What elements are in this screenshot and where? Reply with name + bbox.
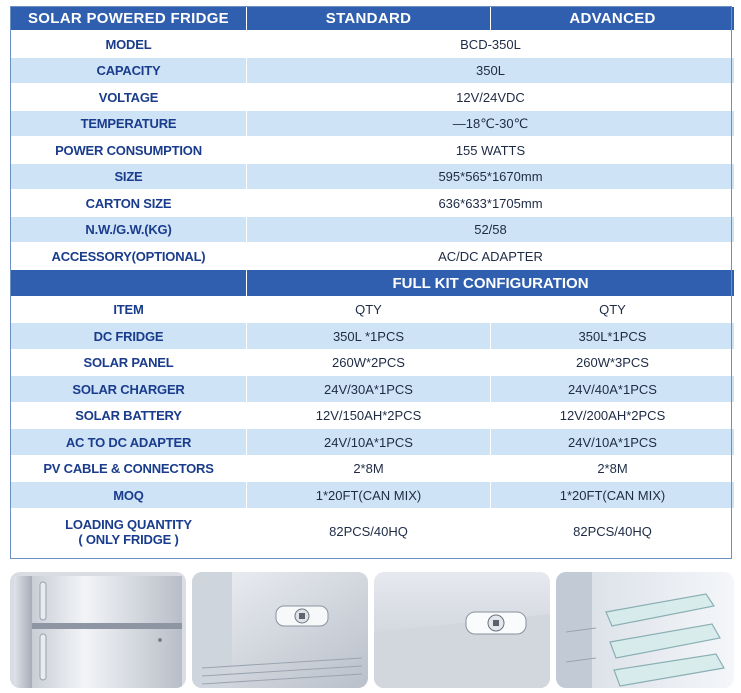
kit-standard-value: 2*8M: [247, 456, 491, 482]
photo-strip: [10, 572, 734, 688]
spec-table: [10, 6, 735, 555]
spec-label: N.W./G.W.(KG): [11, 217, 247, 243]
spec-value: BCD-350L: [247, 31, 735, 58]
spec-row: [11, 190, 735, 217]
kit-header-blank: [11, 270, 247, 297]
fridge-lock-photo: [192, 572, 368, 688]
kit-row: [11, 429, 735, 456]
kit-standard-value: 82PCS/40HQ: [247, 509, 491, 555]
kit-label: ITEM: [11, 297, 247, 323]
kit-advanced-value: 24V/40A*1PCS: [491, 376, 735, 403]
kit-advanced-value: 24V/10A*1PCS: [491, 429, 735, 456]
kit-label: AC TO DC ADAPTER: [11, 429, 247, 456]
kit-advanced-value: QTY: [491, 297, 735, 323]
kit-advanced-value: 260W*3PCS: [491, 350, 735, 376]
kit-advanced-value: 2*8M: [491, 456, 735, 482]
spec-value: 52/58: [247, 217, 735, 243]
spec-row: [11, 58, 735, 84]
spec-row: [11, 111, 735, 137]
kit-label: DC FRIDGE: [11, 323, 247, 350]
spec-row: [11, 217, 735, 243]
kit-section-header: [11, 270, 735, 297]
kit-advanced-value: 82PCS/40HQ: [491, 509, 735, 555]
spec-row: [11, 137, 735, 164]
spec-label: ACCESSORY(OPTIONAL): [11, 243, 247, 270]
kit-standard-value: 350L *1PCS: [247, 323, 491, 350]
fridge-exterior-photo: [10, 572, 186, 688]
header-advanced: ADVANCED: [491, 7, 735, 31]
kit-row: [11, 482, 735, 509]
spec-row: [11, 31, 735, 58]
kit-row: [11, 456, 735, 482]
spec-value: —18℃-30℃: [247, 111, 735, 137]
kit-row: [11, 403, 735, 429]
loading-label-line2: ( ONLY FRIDGE ): [78, 531, 179, 547]
spec-value: 595*565*1670mm: [247, 164, 735, 190]
spec-label: POWER CONSUMPTION: [11, 137, 247, 164]
kit-standard-value: QTY: [247, 297, 491, 323]
loading-label-line1: LOADING QUANTITY: [65, 516, 192, 532]
kit-label: SOLAR PANEL: [11, 350, 247, 376]
kit-standard-value: 24V/30A*1PCS: [247, 376, 491, 403]
fridge-door-shelves-photo: [556, 572, 734, 688]
spec-label: CARTON SIZE: [11, 190, 247, 217]
kit-row-loading: [11, 509, 735, 555]
spec-value: 12V/24VDC: [247, 84, 735, 111]
kit-row: [11, 323, 735, 350]
spec-label: VOLTAGE: [11, 84, 247, 111]
kit-advanced-value: 12V/200AH*2PCS: [491, 403, 735, 429]
spec-row: [11, 84, 735, 111]
spec-row: [11, 164, 735, 190]
header-row: [11, 7, 735, 31]
loading-quantity-label: [11, 509, 247, 555]
kit-standard-value: 12V/150AH*2PCS: [247, 403, 491, 429]
fridge-lock-closeup-photo: [374, 572, 550, 688]
kit-label: MOQ: [11, 482, 247, 509]
kit-label: PV CABLE & CONNECTORS: [11, 456, 247, 482]
kit-label: SOLAR BATTERY: [11, 403, 247, 429]
spec-label: MODEL: [11, 31, 247, 58]
kit-row: [11, 297, 735, 323]
spec-label: SIZE: [11, 164, 247, 190]
spec-value: 350L: [247, 58, 735, 84]
kit-advanced-value: 1*20FT(CAN MIX): [491, 482, 735, 509]
spec-value: 636*633*1705mm: [247, 190, 735, 217]
kit-standard-value: 24V/10A*1PCS: [247, 429, 491, 456]
header-standard: STANDARD: [247, 7, 491, 31]
spec-row: [11, 243, 735, 270]
spec-label: TEMPERATURE: [11, 111, 247, 137]
kit-advanced-value: 350L*1PCS: [491, 323, 735, 350]
spec-value: 155 WATTS: [247, 137, 735, 164]
kit-row: [11, 376, 735, 403]
kit-label: SOLAR CHARGER: [11, 376, 247, 403]
kit-standard-value: 260W*2PCS: [247, 350, 491, 376]
kit-title: FULL KIT CONFIGURATION: [247, 270, 735, 297]
header-product: SOLAR POWERED FRIDGE: [11, 7, 247, 31]
spec-value: AC/DC ADAPTER: [247, 243, 735, 270]
kit-row: [11, 350, 735, 376]
spec-label: CAPACITY: [11, 58, 247, 84]
kit-standard-value: 1*20FT(CAN MIX): [247, 482, 491, 509]
